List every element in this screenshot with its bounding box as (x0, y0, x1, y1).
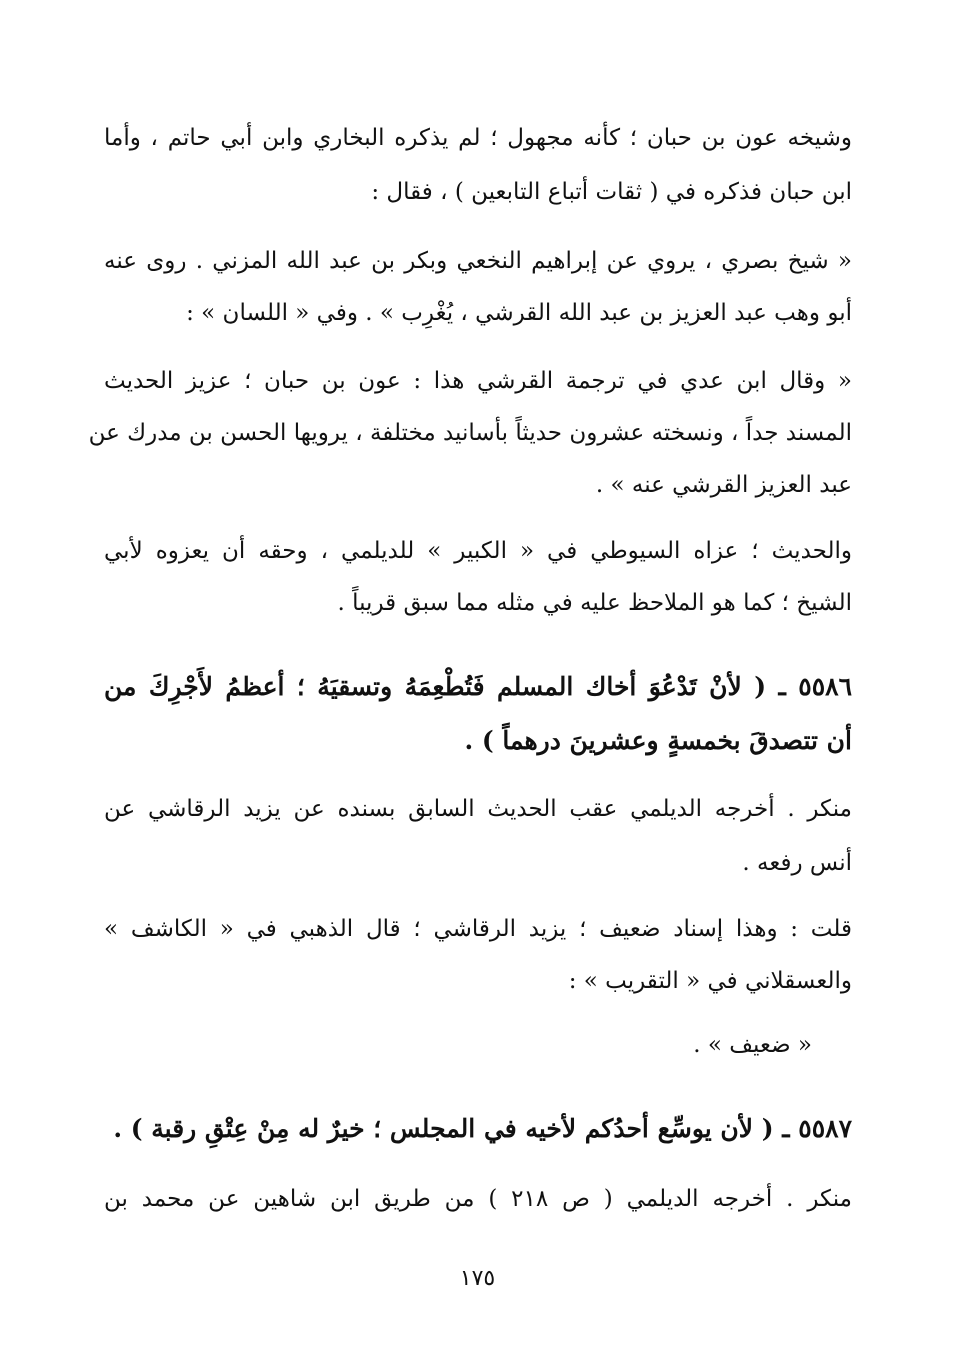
text-line: عبد العزيز القرشي عنه » . (595, 472, 852, 498)
text-line: وشيخه عون بن حبان ؛ كأنه مجهول ؛ لم يذكره البخاري وابن أبي حاتم ، وأما (104, 125, 852, 151)
text-line: قلت : وهذا إسناد ضعيف ؛ يزيد الرقاشي ؛ قال الذهبي في « الكاشف » (104, 916, 852, 942)
hadith-text-line: أن تتصدقَ بخمسةٍ وعشرينَ درهماً ) . (464, 726, 852, 755)
text-line: والعسقلاني في « التقريب » : (568, 968, 852, 994)
text-line: منكر . أخرجه الديلمي ( ص ٢١٨ ) من طريق ابن شاهين عن محمد بن (104, 1186, 852, 1212)
text-line: أبو وهب عبد العزيز بن عبد الله القرشي ، يُغْرِب » . وفي « اللسان » : (186, 300, 852, 326)
text-line: منكر . أخرجه الديلمي عقب الحديث السابق بسنده عن يزيد الرقاشي عن (104, 796, 852, 822)
text-line: والحديث ؛ عزاه السيوطي في « الكبير » للديلمي ، وحقه أن يعزوه لأبي (104, 538, 852, 564)
hadith-text-line: ٥٥٨٦ ـ ( لأنْ تَدْعُوَ أخاك المسلم فَتُطْعِمَهُ وتسقيَهُ ؛ أعظمُ لأَجْرِكَ من (104, 672, 852, 701)
page-number: ١٧٥ (459, 1266, 496, 1291)
text-line: المسند جداً ، ونسخته عشرون حديثاً بأسانيد مختلفة ، يرويها الحسن بن مدرك عن (88, 420, 852, 446)
text-line: أنس رفعه . (742, 850, 852, 876)
text-line: الشيخ ؛ كما هو الملاحظ عليه في مثله مما سبق قريباً . (337, 590, 852, 616)
book-page (88, 0, 852, 1360)
text-line: « شيخ بصري ، يروي عن إبراهيم النخعي وبكر بن عبد الله المزني . روى عنه (104, 248, 852, 274)
hadith-text-line: ٥٥٨٧ ـ ( لأن يوسِّع أحدُكم لأخيه في المجلس ؛ خيرٌ له مِنْ عِتْقِ رقبة ) . (113, 1114, 852, 1143)
text-line: ابن حبان فذكره في ( ثقات أتباع التابعين ) ، فقال : (371, 179, 852, 205)
text-line: « وقال ابن عدي في ترجمة القرشي هذا : عون بن حبان ؛ عزيز الحديث (104, 368, 852, 394)
text-line: « ضعيف » . (693, 1032, 812, 1058)
